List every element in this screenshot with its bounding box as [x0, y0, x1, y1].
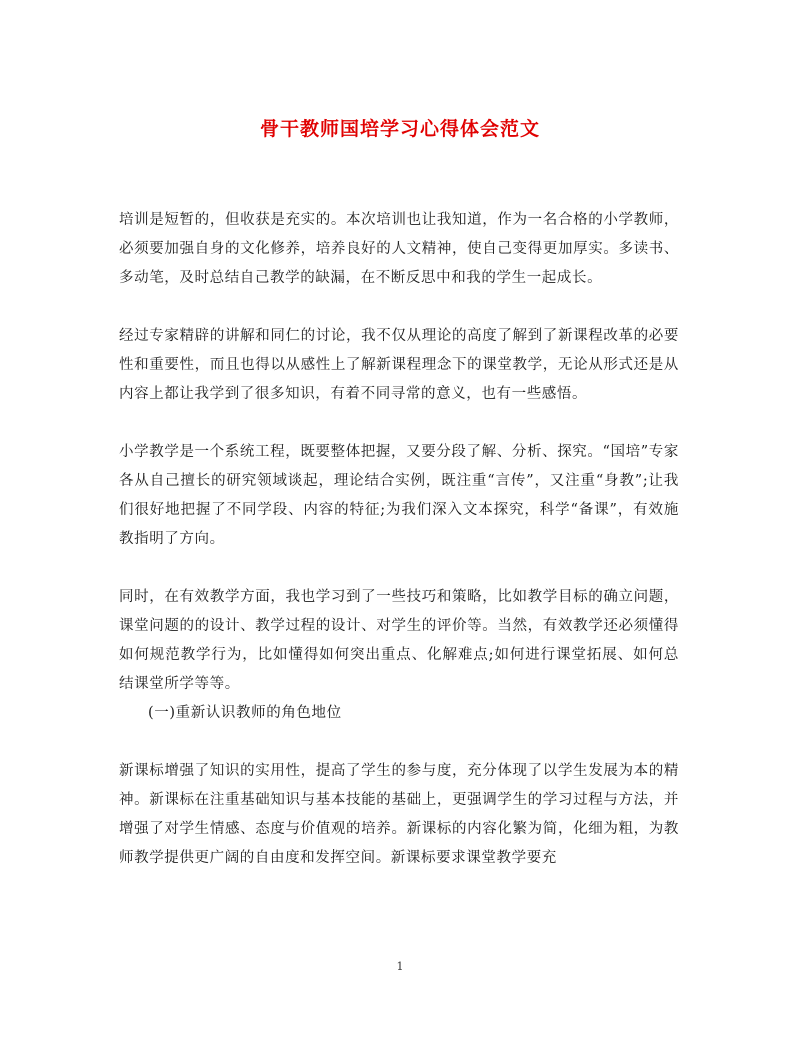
paragraph-2: 经过专家精辟的讲解和同仁的讨论，我不仅从理论的高度了解到了新课程改革的必要性和重要性，而且也得以从感性上了解新课程理念下的课堂教学，无论从形式还是从内容上都让我学到了很多知识，有着不同寻常的意义，也有一些感悟。 [119, 328, 679, 402]
document-title: 骨干教师国培学习心得体会范文 [259, 118, 540, 140]
document-body [119, 206, 679, 873]
paragraph-1: 培训是短暂的，但收获是充实的。本次培训也让我知道，作为一名合格的小学教师，必须要加强自身的文化修养，培养良好的人文精神，使自己变得更加厚实。多读书、多动笔，及时总结自己教学的缺漏，在不断反思中和我的学生一起成长。 [119, 212, 679, 286]
section-subheading: (一)重新认识教师的角色地位 [148, 705, 342, 721]
paragraph-4: 同时，在有效教学方面，我也学习到了一些技巧和策略，比如教学目标的确立问题，课堂问题的的设计、教学过程的设计、对学生的评价等。当然，有效教学还必须懂得如何规范教学行为，比如懂得如何突出重点、化解难点;如何进行课堂拓展、如何总结课堂所学等等。 [119, 589, 679, 692]
paragraph-3: 小学教学是一个系统工程，既要整体把握，又要分段了解、分析、探究。“国培”专家各从自己擅长的研究领域谈起，理论结合实例，既注重“言传”，又注重“身教”;让我们很好地把握了不同学段、内容的特征;为我们深入文本探究，科学“备课”，有效施教指明了方向。 [119, 444, 679, 547]
paragraph-5: 新课标增强了知识的实用性，提高了学生的参与度，充分体现了以学生发展为本的精神。新课标在注重基础知识与基本技能的基础上，更强调学生的学习过程与方法，并增强了对学生情感、态度与价值观的培养。新课标的内容化繁为简，化细为粗，为教师教学提供更广阔的自由度和发挥空间。新课标要求课堂教学要充 [119, 763, 679, 866]
page-number: 1 [396, 960, 404, 973]
